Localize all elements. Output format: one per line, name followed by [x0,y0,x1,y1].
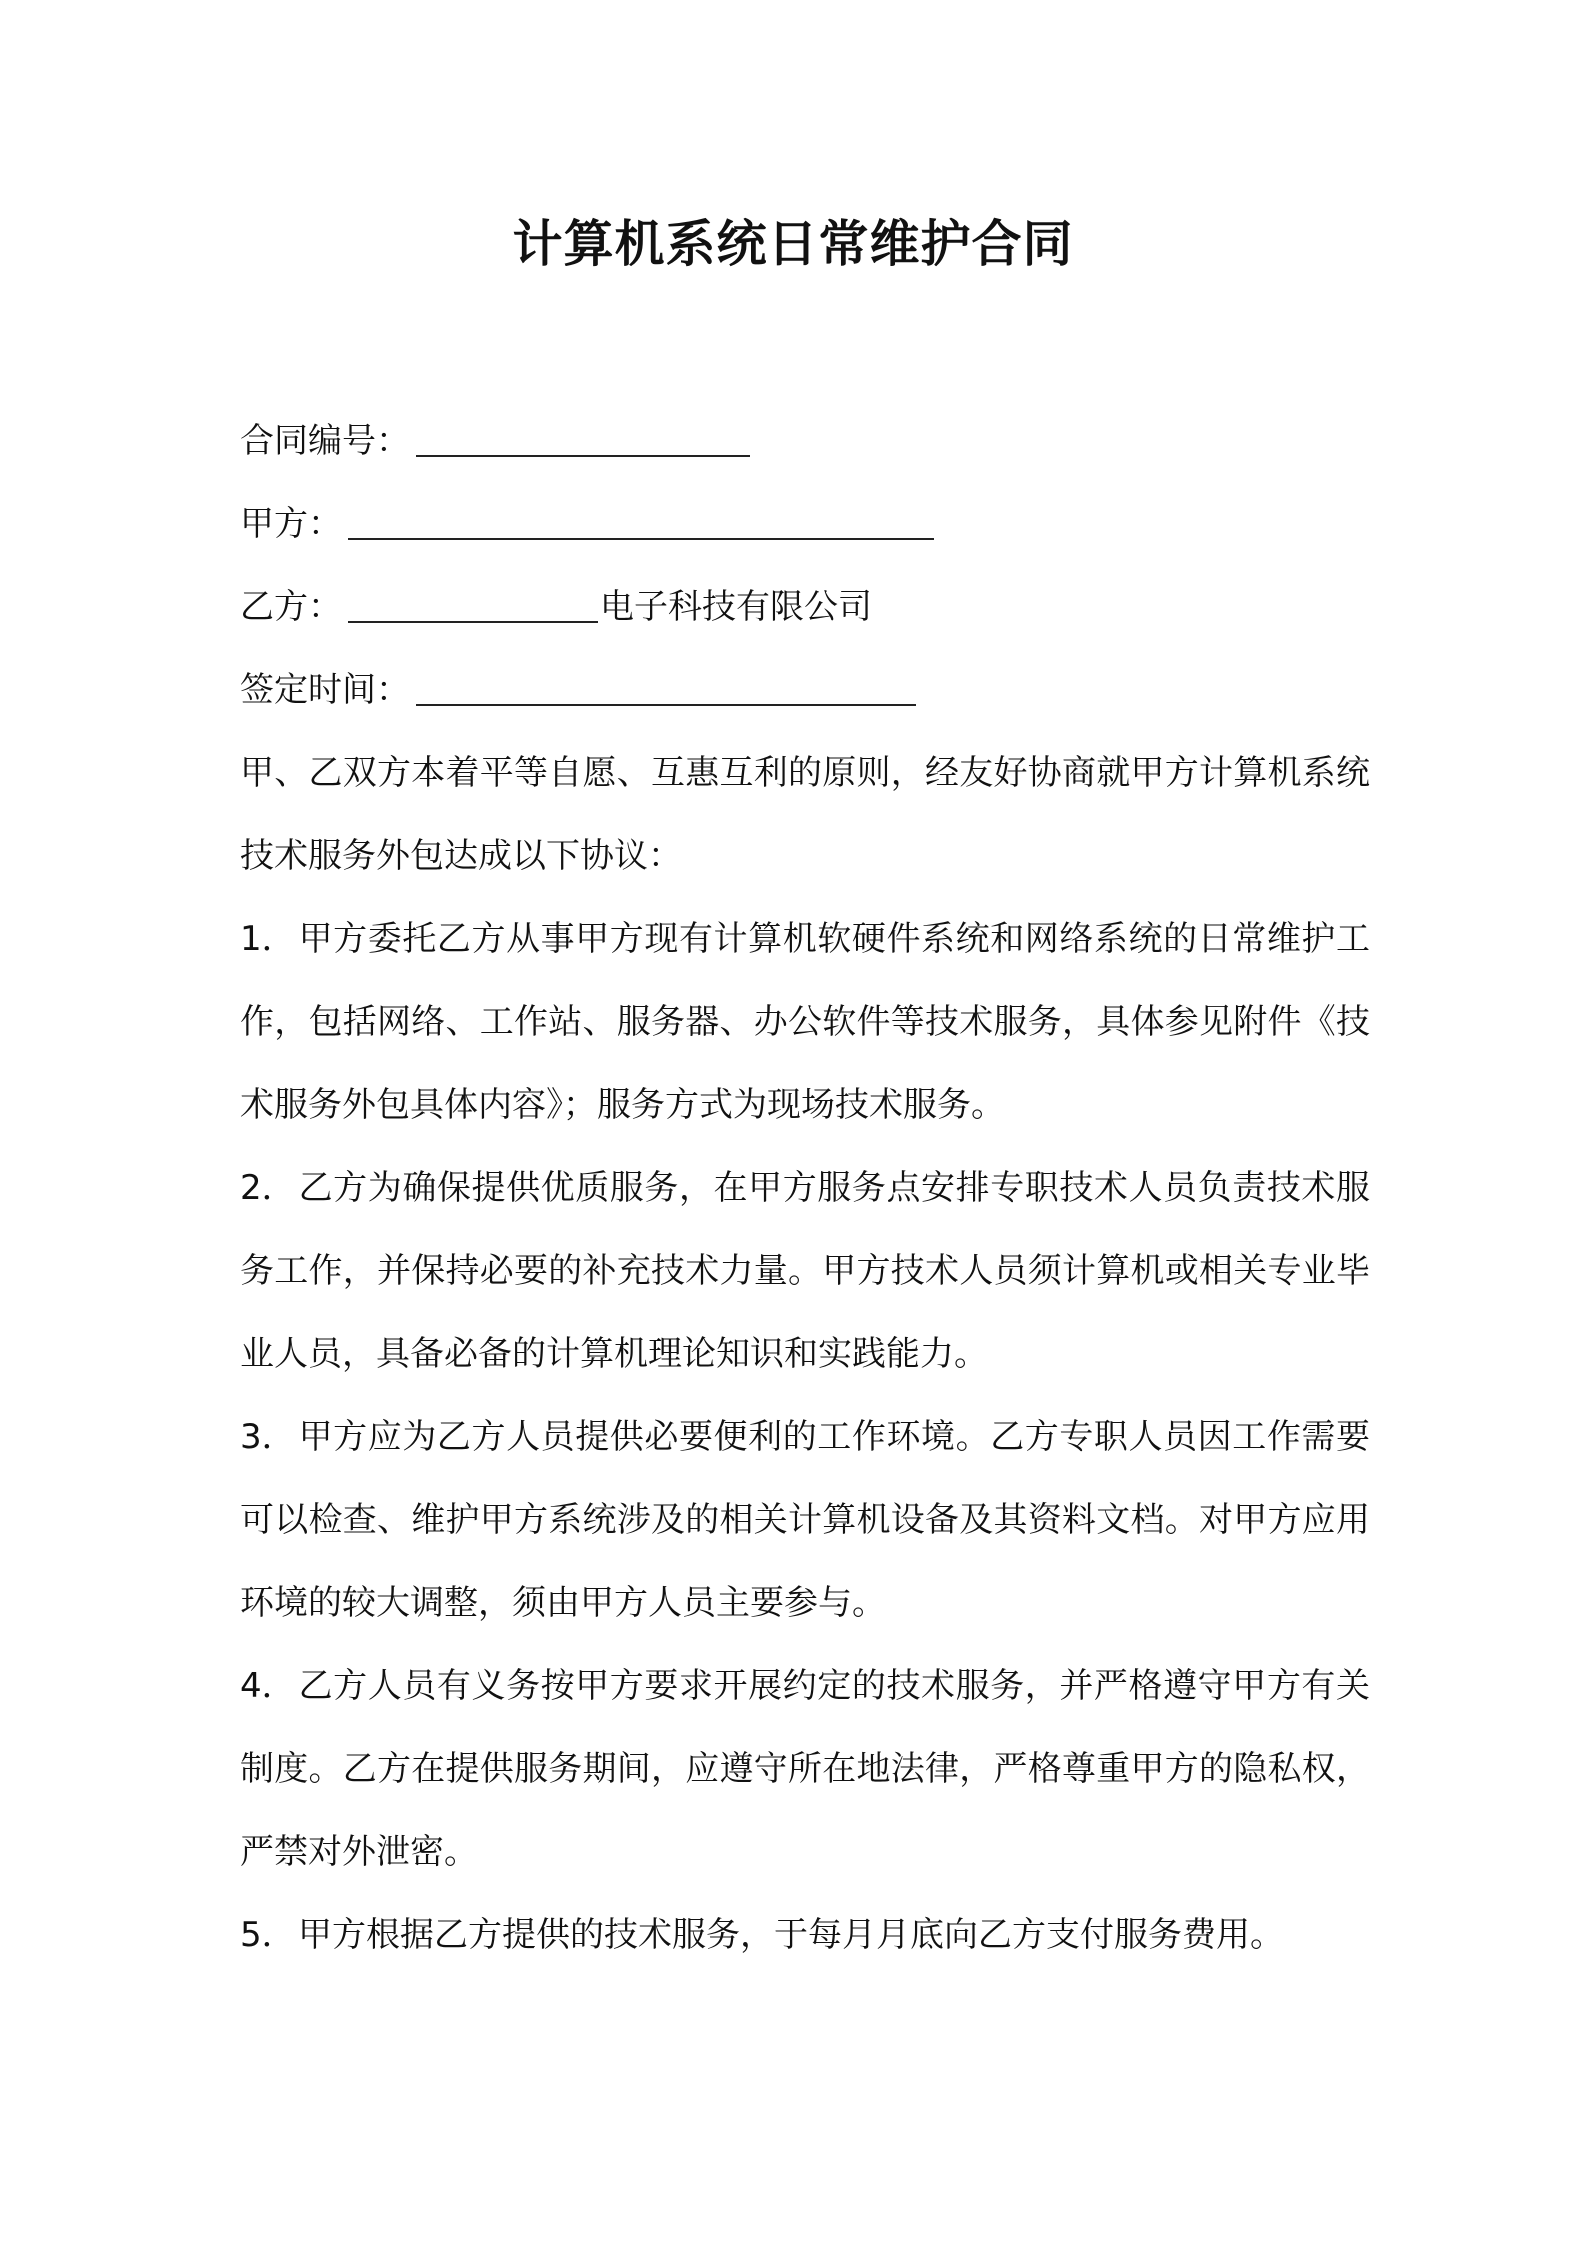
clause-1 [240,898,1370,1147]
clause-2 [240,1147,1370,1396]
party-a-blank [348,500,934,540]
document-body [240,400,1370,1977]
clause-4 [240,1645,1370,1894]
sign-date-blank [416,666,916,706]
clause-number: 5． [240,1915,296,1955]
party-b-blank [348,583,598,623]
party-b-label: 乙方： [240,587,342,627]
clause-text: 甲方根据乙方提供的技术服务，于每月月底向乙方支付服务费用。 [298,1915,1284,1955]
clause-number: 2． [240,1168,296,1208]
clause-5 [240,1894,1370,1977]
contract-number-label: 合同编号： [240,421,410,461]
document-title: 计算机系统日常维护合同 [512,215,1074,273]
party-a-field [240,483,1370,566]
clause-3 [240,1396,1370,1645]
sign-date-field [240,649,1370,732]
clause-text: 乙方人员有义务按甲方要求开展约定的技术服务，并严格遵守甲方有关制度。乙方在提供服务期间，应遵守所在地法律，严格尊重甲方的隐私权，严禁对外泄密。 [240,1666,1370,1872]
clause-number: 3． [240,1417,296,1457]
preamble-paragraph: 甲、乙双方本着平等自愿、互惠互利的原则，经友好协商就甲方计算机系统技术服务外包达成以下协议： [240,753,1370,876]
party-b-field [240,566,1370,649]
clause-text: 乙方为确保提供优质服务，在甲方服务点安排专职技术人员负责技术服务工作，并保持必要的补充技术力量。甲方技术人员须计算机或相关专业毕业人员，具备必备的计算机理论知识和实践能力。 [240,1168,1370,1374]
clause-number: 4． [240,1666,296,1706]
clause-number: 1． [240,919,296,959]
clause-text: 甲方委托乙方从事甲方现有计算机软硬件系统和网络系统的日常维护工作，包括网络、工作站、服务器、办公软件等技术服务，具体参见附件《技术服务外包具体内容》；服务方式为现场技术服务。 [240,919,1370,1125]
party-a-label: 甲方： [240,504,342,544]
sign-date-label: 签定时间： [240,670,410,710]
contract-number-field [240,400,1370,483]
clause-text: 甲方应为乙方人员提供必要便利的工作环境。乙方专职人员因工作需要可以检查、维护甲方系统涉及的相关计算机设备及其资料文档。对甲方应用环境的较大调整，须由甲方人员主要参与。 [240,1417,1370,1623]
contract-number-blank [416,417,750,457]
party-b-company-suffix: 电子科技有限公司 [600,587,872,627]
